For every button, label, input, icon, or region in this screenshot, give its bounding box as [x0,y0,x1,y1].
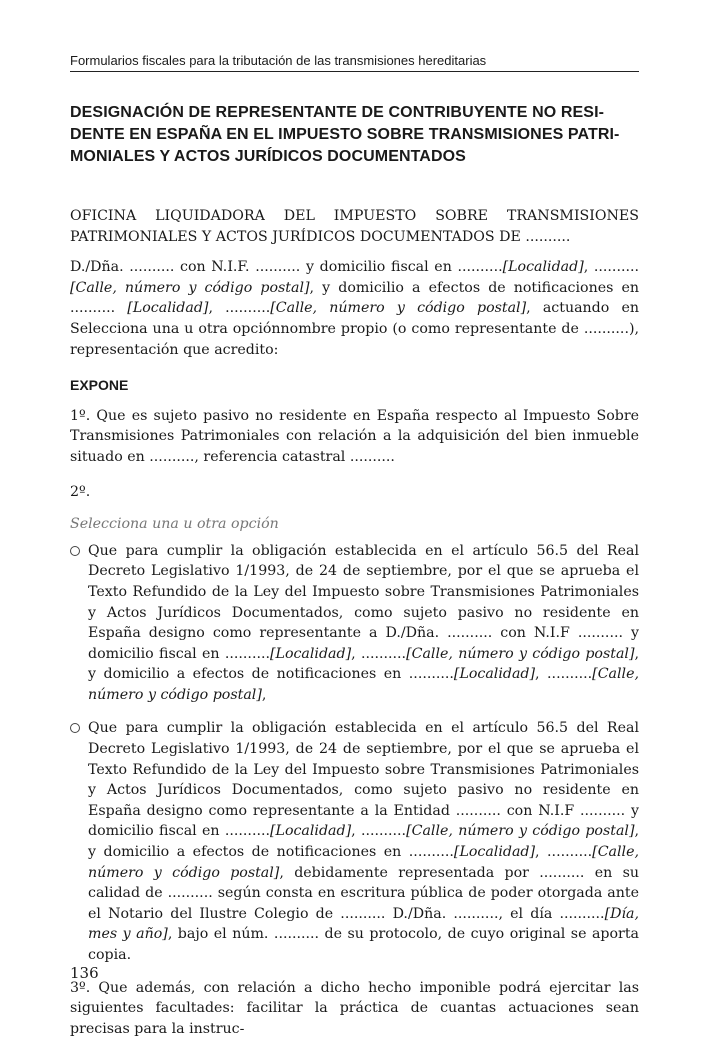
opt2-text-1: Que para cumplir la obligación establecida en el artículo 56.5 del Real Decreto Legislativo 1/1993, de 24 de septiembre, por el que se aprueba el Texto Refundido de la Ley del Impuesto sobre Transmisiones Patrimoniales y Actos Jurídicos Documentados, como sujeto pasivo no residente en España designo como representante a la Entidad .......... con N.I.F .......... y domicilio fiscal en .......... [88,720,639,840]
opt2-text-5: , y domicilio a efectos de notificaciones en .......... [88,823,640,861]
intro-text-5: , y domicilio a efectos de notificaciones en .......... [70,279,640,317]
intro-text-7: , .......... [208,300,271,317]
form-body [70,206,639,1039]
opt1-text-1: Que para cumplir la obligación establecida en el artículo 56.5 del Real Decreto Legislativo 1/1993, de 24 de septiembre, por el que se aprueba el Texto Refundido de la Ley del Impuesto sobre Transmisiones Patrimoniales y Actos Jurídicos Documentados, como sujeto pasivo no residente en España designo como representante a D./Dña. .......... con N.I.F .......... y domicilio fiscal en .......... [88,542,639,662]
opt1-placeholder-notif-locality: [Localidad] [453,666,536,683]
select-option-hint: Selecciona una u otra opción [70,516,279,533]
intro-paragraph [70,257,639,360]
opt1-text-7: , .......... [535,666,593,683]
option-entity-representative[interactable] [70,718,639,965]
opt2-placeholder-street: [Calle, número y código postal] [406,823,635,840]
point-1: 1º. Que es sujeto pasivo no residente en España respecto al Impuesto Sobre Transmisiones Patrimoniales con relación a la adquisición del bien inmueble situado en .........., referencia catastral .......... [70,407,639,465]
point-2: 2º. [70,483,91,500]
expone-heading: EXPONE [70,377,129,394]
opt1-text-5: , y domicilio a efectos de notificaciones en .......... [88,645,640,683]
page-number: 136 [70,964,99,982]
intro-text-3: , .......... [583,259,639,276]
radio-circle-icon[interactable] [70,546,80,556]
title-line-3: MONIALES Y ACTOS JURÍDICOS DOCUMENTADOS [70,148,466,165]
opt2-placeholder-notif-locality: [Localidad] [453,844,536,861]
opt2-placeholder-locality: [Localidad] [269,823,352,840]
point-3: 3º. Que además, con relación a dicho hecho imponible podrá ejercitar las siguientes facultades: facilitar la práctica de cuantas actuaciones sean precisas para la instruc- [70,979,639,1037]
option-2-text [88,718,639,965]
title-line-1: DESIGNACIÓN DE REPRESENTANTE DE CONTRIBUYENTE NO RESI- [70,104,605,121]
intro-text-1: D./Dña. .......... con N.I.F. .......... y domicilio fiscal en .......... [70,259,503,276]
opt1-placeholder-locality: [Localidad] [269,645,352,662]
opt2-text-3: , .......... [351,823,407,840]
opt1-text-3: , .......... [351,645,407,662]
intro-placeholder-notif-locality: [Localidad] [127,300,209,317]
opt2-text-7: , .......... [535,844,593,861]
opt1-placeholder-street: [Calle, número y código postal] [406,645,635,662]
option-individual-representative[interactable] [70,541,639,706]
opt1-text-9: , [261,686,267,703]
opt2-text-11: , bajo el núm. .......... de su protocolo, de cuyo original se aporta copia. [88,926,640,963]
intro-placeholder-locality: [Localidad] [502,259,584,276]
opt2-placeholder-notif-street: [Calle, número y código postal] [88,844,639,881]
office-heading: OFICINA LIQUIDADORA DEL IMPUESTO SOBRE TRANSMISIONES PATRIMONIALES Y ACTOS JURÍDICOS DOCUMENTADOS DE .......... [70,208,639,245]
intro-text-9: , actuando en Selecciona una u otra opciónnombre propio (o como representante de ..........), representación que acredito: [70,300,640,358]
opt2-text-9: , debidamente representada por .......... en su calidad de .......... según consta en escritura pública de poder otorgada ante el Notario del Ilustre Colegio de .......... D./Dña. .........., el día .......... [88,864,640,922]
running-header: Formularios fiscales para la tributación de las transmisiones hereditarias [70,52,639,72]
title-line-2: DENTE EN ESPAÑA EN EL IMPUESTO SOBRE TRANSMISIONES PATRI- [70,126,620,143]
intro-placeholder-notif-street: [Calle, número y código postal] [270,300,527,317]
option-1-text [88,541,639,706]
radio-circle-icon[interactable] [70,723,80,733]
document-title [70,102,639,168]
opt1-placeholder-notif-street: [Calle, número y código postal] [88,666,639,703]
opt2-placeholder-date: [Día, mes y año] [88,905,639,943]
intro-placeholder-street: [Calle, número y código postal] [70,279,310,296]
